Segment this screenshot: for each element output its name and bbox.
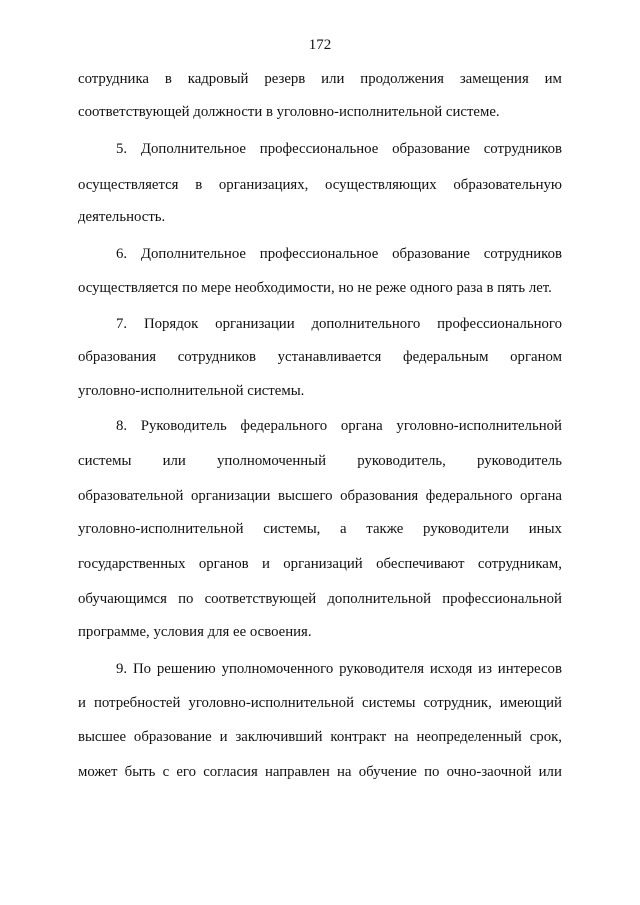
page-number: 172 xyxy=(308,37,332,53)
text-line: соответствующей должности в уголовно-исполнительной системе. xyxy=(78,104,500,120)
text-line: системы или уполномоченный руководитель, руководитель xyxy=(78,453,562,469)
text-line: деятельность. xyxy=(78,209,166,225)
text-line: 6. Дополнительное профессиональное образование сотрудников xyxy=(116,246,562,262)
text-line: может быть с его согласия направлен на обучение по очно-заочной или xyxy=(78,764,562,780)
text-line: 7. Порядок организации дополнительного профессионального xyxy=(116,316,562,332)
text-line: государственных органов и организаций обеспечивают сотрудникам, xyxy=(78,556,562,572)
text-line: сотрудника в кадровый резерв или продолжения замещения им xyxy=(78,71,562,87)
text-line: образования сотрудников устанавливается федеральным органом xyxy=(78,349,562,365)
text-line: 5. Дополнительное профессиональное образование сотрудников xyxy=(116,141,562,157)
text-line: осуществляется по мере необходимости, но не реже одного раза в пять лет. xyxy=(78,280,552,296)
text-line: 9. По решению уполномоченного руководителя исходя из интересов xyxy=(116,661,562,677)
text-line: 8. Руководитель федерального органа уголовно-исполнительной xyxy=(116,418,562,434)
text-line: уголовно-исполнительной системы, а также руководители иных xyxy=(78,521,562,537)
text-line: программе, условия для ее освоения. xyxy=(78,624,312,640)
text-line: обучающимся по соответствующей дополнительной профессиональной xyxy=(78,591,562,607)
text-line: и потребностей уголовно-исполнительной системы сотрудник, имеющий xyxy=(78,695,562,711)
text-line: высшее образование и заключивший контракт на неопределенный срок, xyxy=(78,729,562,745)
text-line: осуществляется в организациях, осуществляющих образовательную xyxy=(78,177,562,193)
text-line: уголовно-исполнительной системы. xyxy=(78,383,305,399)
text-line: образовательной организации высшего образования федерального органа xyxy=(78,488,562,504)
